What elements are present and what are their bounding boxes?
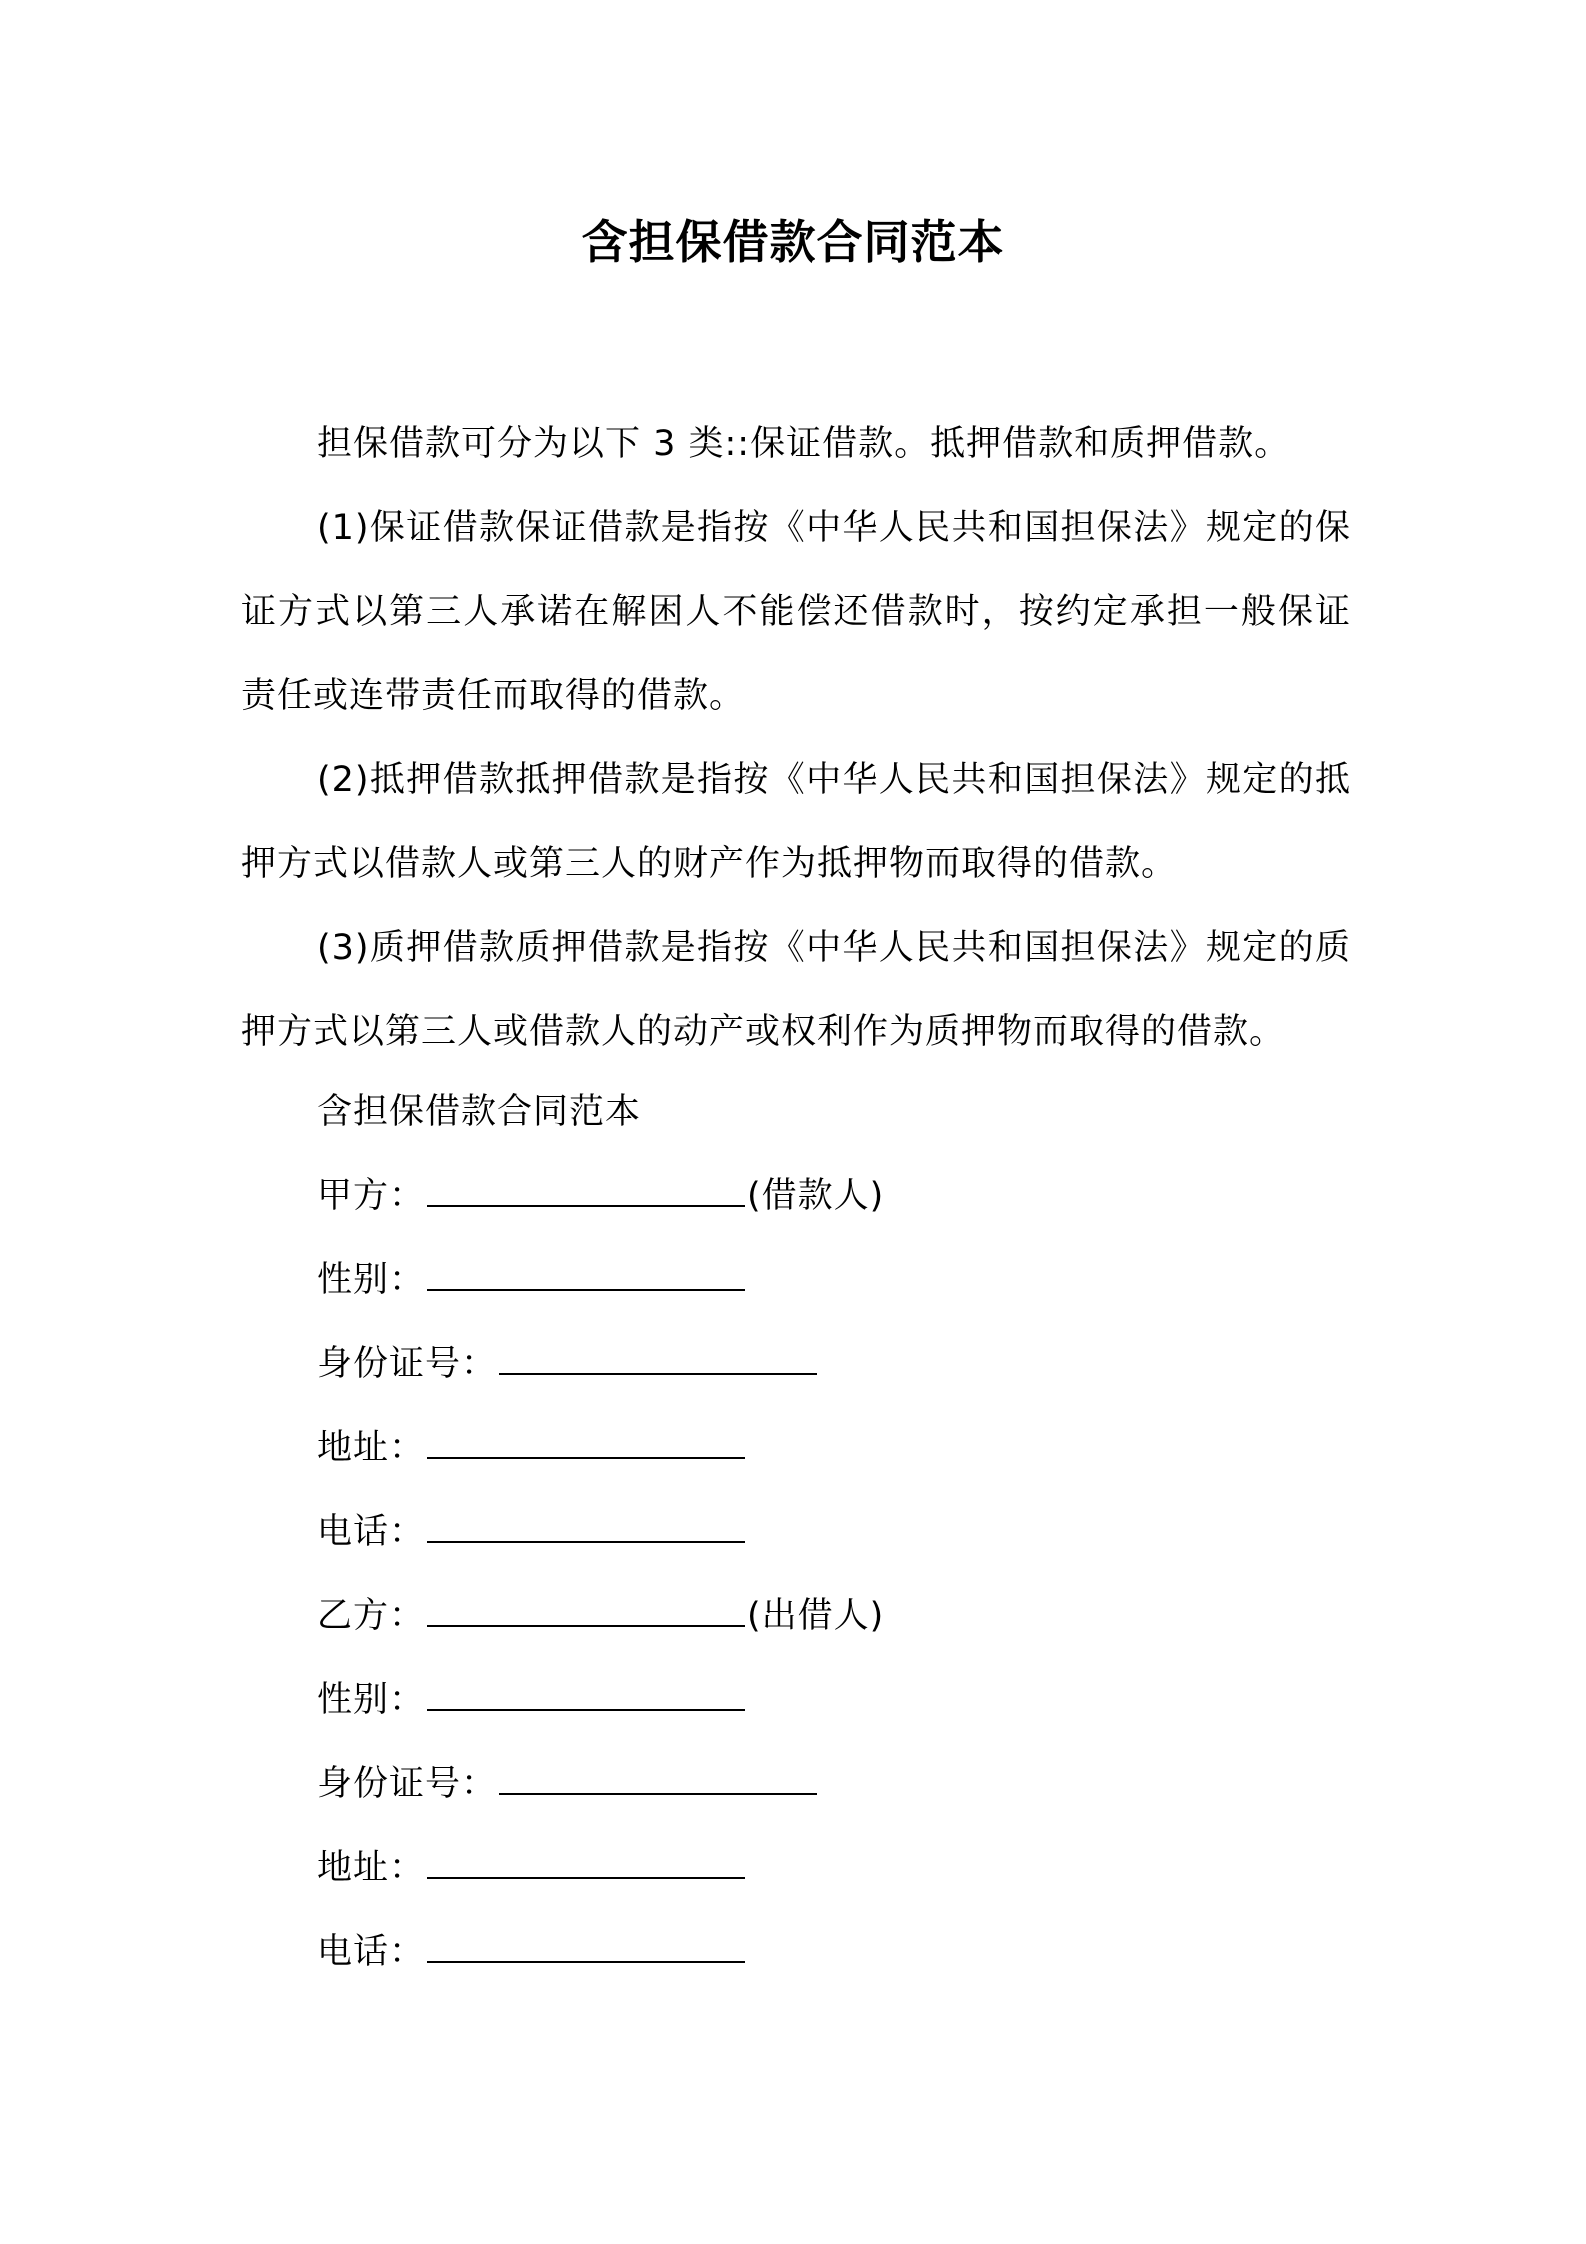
party-a-name-blank[interactable] — [427, 1171, 745, 1207]
party-b-id-blank[interactable] — [499, 1759, 817, 1795]
intro-paragraph: 担保借款可分为以下 3 类::保证借款。抵押借款和质押借款。 — [317, 424, 1291, 464]
party-b-gender-row — [317, 1670, 747, 1730]
party-b-address-label: 地址： — [317, 1848, 426, 1888]
party-a-gender-label: 性别： — [317, 1260, 426, 1300]
party-b-id-row — [317, 1754, 819, 1814]
party-b-phone-row — [317, 1922, 747, 1982]
party-a-address-label: 地址： — [317, 1428, 426, 1468]
party-b-address-blank[interactable] — [427, 1843, 745, 1879]
party-b-phone-label: 电话： — [317, 1932, 426, 1972]
mortgage-loan-paragraph: (2)抵押借款抵押借款是指按《中华人民共和国担保法》规定的抵押方式以借款人或第三人的财产作为抵押物而取得的借款。 — [241, 760, 1351, 884]
party-b-label: 乙方： — [317, 1596, 426, 1636]
party-a-phone-row — [317, 1502, 747, 1562]
party-a-phone-label: 电话： — [317, 1512, 426, 1552]
party-b-gender-label: 性别： — [317, 1680, 426, 1720]
pledge-loan-paragraph: (3)质押借款质押借款是指按《中华人民共和国担保法》规定的质押方式以第三人或借款人的动产或权利作为质押物而取得的借款。 — [241, 928, 1351, 1052]
party-b-address-row — [317, 1838, 747, 1898]
contract-subtitle: 含担保借款合同范本 — [317, 1092, 642, 1132]
party-a-id-label: 身份证号： — [317, 1344, 498, 1384]
party-a-address-row — [317, 1418, 747, 1478]
document-title: 含担保借款合同范本 — [581, 215, 1005, 269]
party-b-row — [317, 1586, 884, 1646]
party-a-gender-row — [317, 1250, 747, 1310]
guarantee-loan-paragraph: (1)保证借款保证借款是指按《中华人民共和国担保法》规定的保证方式以第三人承诺在解困人不能偿还借款时，按约定承担一般保证责任或连带责任而取得的借款。 — [241, 508, 1351, 716]
party-b-phone-blank[interactable] — [427, 1927, 745, 1963]
party-a-label: 甲方： — [317, 1176, 426, 1216]
party-a-id-row — [317, 1334, 819, 1394]
party-b-name-blank[interactable] — [427, 1591, 745, 1627]
party-b-gender-blank[interactable] — [427, 1675, 745, 1711]
party-b-id-label: 身份证号： — [317, 1764, 498, 1804]
party-a-phone-blank[interactable] — [427, 1507, 745, 1543]
party-a-id-blank[interactable] — [499, 1339, 817, 1375]
party-a-address-blank[interactable] — [427, 1423, 745, 1459]
party-a-role: (借款人) — [747, 1176, 885, 1216]
party-a-row — [317, 1166, 884, 1226]
party-a-gender-blank[interactable] — [427, 1255, 745, 1291]
party-b-role: (出借人) — [747, 1596, 885, 1636]
